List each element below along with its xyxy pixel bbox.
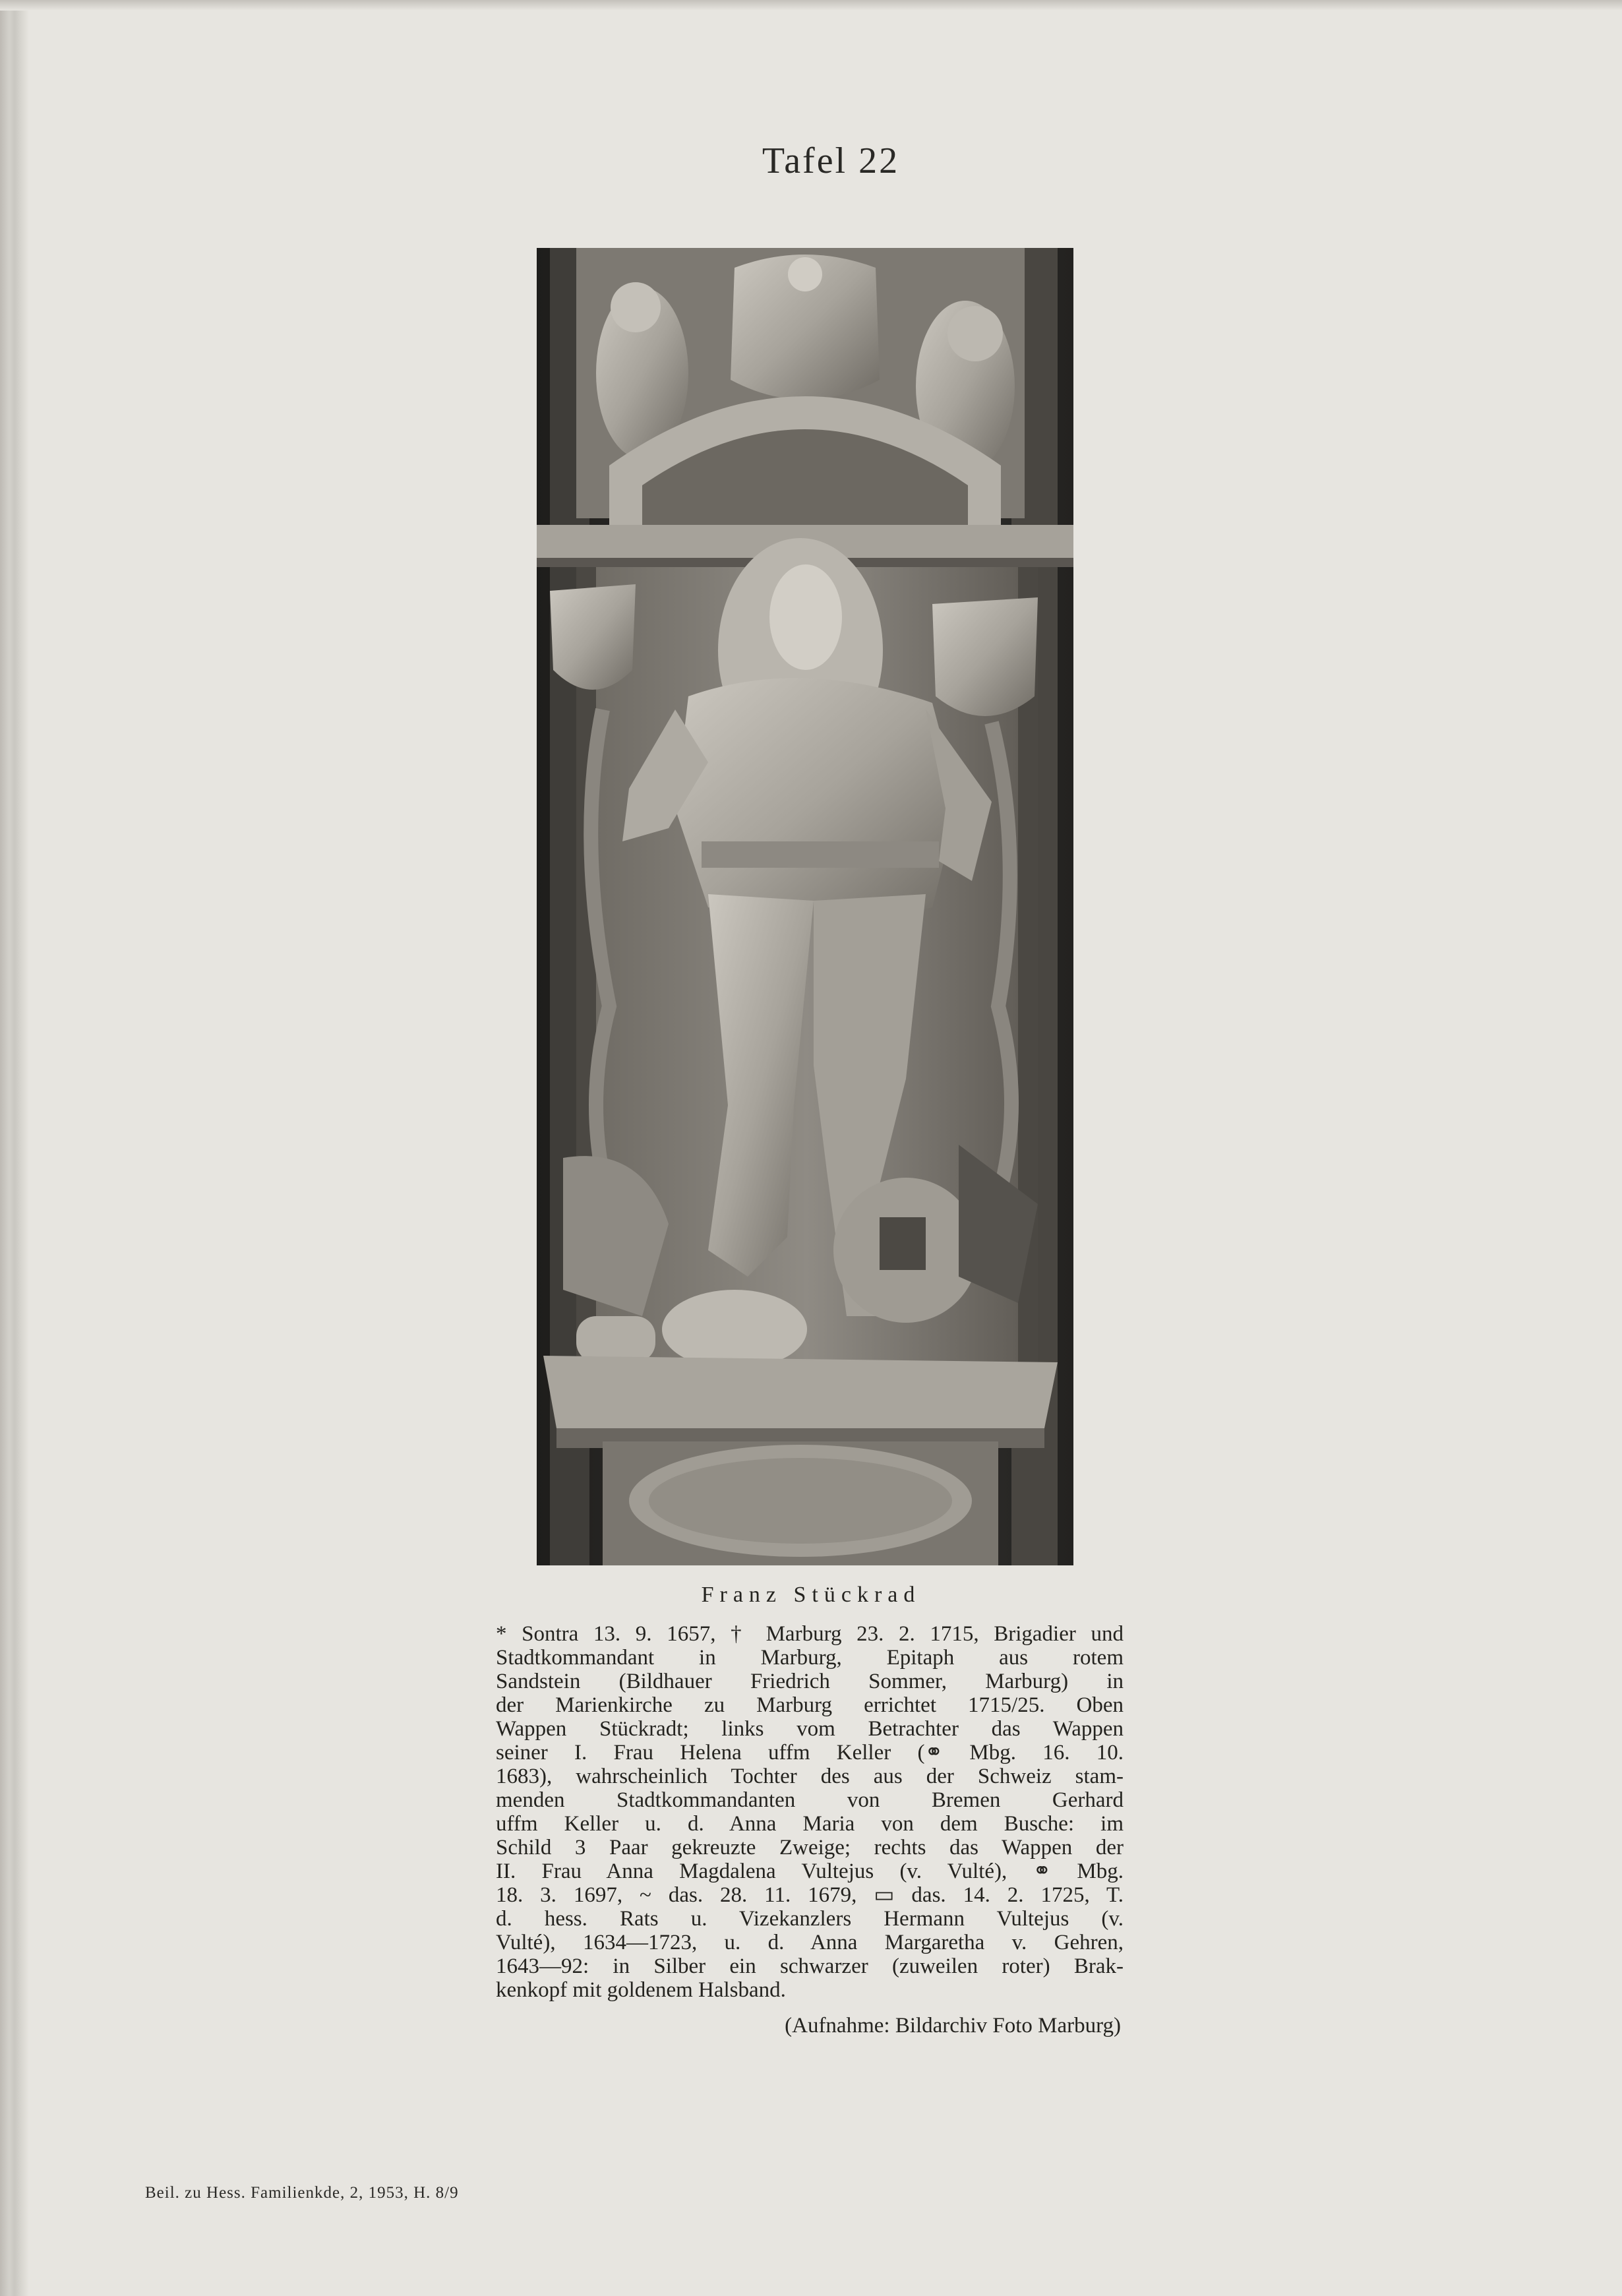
caption-text	[496, 1622, 1124, 2002]
caption-line: 1683), wahrscheinlich Tochter des aus der Schweiz stam-	[496, 1765, 1124, 1788]
caption-line: 1643—92: in Silber ein schwarzer (zuweilen roter) Brak-	[496, 1954, 1124, 1978]
page-left-edge-shadow	[0, 0, 29, 2296]
caption-line: * Sontra 13. 9. 1657, † Marburg 23. 2. 1715, Brigadier und	[496, 1622, 1124, 1646]
armored-figure	[675, 678, 959, 921]
plate-title: Tafel 22	[762, 140, 900, 181]
caption-line: uffm Keller u. d. Anna Maria von dem Busche: im	[496, 1812, 1124, 1836]
caption-line: kenkopf mit goldenem Halsband.	[496, 1978, 786, 2002]
coat-of-arms-left	[550, 584, 636, 690]
caption-line: Wappen Stückradt; links vom Betrachter das Wappen	[496, 1717, 1124, 1741]
journal-footer: Beil. zu Hess. Familienkde, 2, 1953, H. 8/9	[145, 2184, 459, 2202]
photo-credit: (Aufnahme: Bildarchiv Foto Marburg)	[785, 2014, 1121, 2038]
epitaph-photo-illustration	[537, 248, 1073, 1565]
drum-trophy	[662, 1290, 807, 1369]
page-top-edge-shadow	[0, 0, 1622, 11]
caption-line: der Marienkirche zu Marburg errichtet 1715/25. Oben	[496, 1693, 1124, 1717]
caption-line: d. hess. Rats u. Vizekanzlers Hermann Vultejus (v.	[496, 1907, 1124, 1931]
caption-line: menden Stadtkommandanten von Bremen Gerhard	[496, 1788, 1124, 1812]
caption-line: Schild 3 Paar gekreuzte Zweige; rechts das Wappen der	[496, 1836, 1124, 1859]
caption-line: Stadtkommandant in Marburg, Epitaph aus rotem	[496, 1646, 1124, 1670]
caption-line: II. Frau Anna Magdalena Vultejus (v. Vulté), ⚭ Mbg.	[496, 1859, 1124, 1883]
caption-name: Franz Stückrad	[701, 1583, 921, 1607]
caption-line: seiner I. Frau Helena uffm Keller (⚭ Mbg. 16. 10.	[496, 1741, 1124, 1765]
caption-line: Sandstein (Bildhauer Friedrich Sommer, Marburg) in	[496, 1670, 1124, 1693]
caption-line: Vulté), 1634—1723, u. d. Anna Margaretha v. Gehren,	[496, 1931, 1124, 1954]
caption-line: 18. 3. 1697, ~ das. 28. 11. 1679, ▭ das. 14. 2. 1725, T.	[496, 1883, 1124, 1907]
epitaph-photograph	[537, 248, 1073, 1565]
coat-of-arms-right	[932, 597, 1038, 716]
